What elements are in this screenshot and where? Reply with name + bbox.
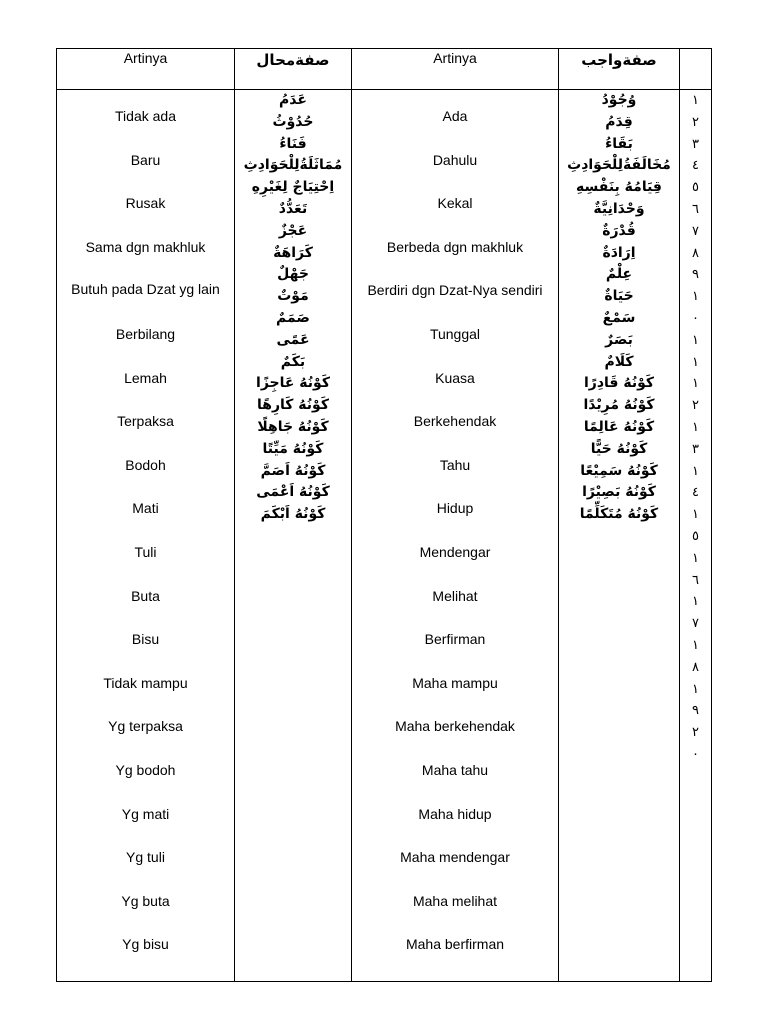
row-number: ٢	[692, 114, 699, 130]
row-number: ١	[692, 420, 699, 435]
meaning-wajib-item: Kekal	[437, 195, 473, 212]
meaning-mustahil-item: Mati	[132, 500, 159, 517]
row-number: ٨	[692, 659, 699, 675]
row-number: ٧	[692, 616, 699, 632]
row-number: ٩	[692, 703, 699, 719]
meaning-mustahil-item: Bisu	[131, 631, 160, 648]
meaning-mustahil-item: Yg bisu	[122, 936, 169, 953]
row-number: ١	[692, 332, 699, 348]
meaning-wajib-item: Mendengar	[419, 544, 491, 560]
meaning-mustahil-item: Tidak mampu	[103, 674, 188, 691]
meaning-wajib-item: Ada	[442, 108, 468, 124]
column-artinya-wajib	[352, 90, 558, 981]
row-number: ٢	[692, 398, 699, 414]
meaning-mustahil-item: Buta	[131, 587, 160, 604]
column-artinya-mustahil	[57, 90, 234, 981]
meaning-mustahil-item: Bodoh	[125, 456, 166, 473]
meaning-mustahil-item: Yg mati	[121, 805, 170, 822]
sifat-mustahil-item: كَرَاهَةٌ	[273, 244, 313, 261]
meaning-mustahil-item: Yg bodoh	[115, 762, 176, 778]
meaning-wajib-item: Dahulu	[432, 151, 478, 168]
meaning-mustahil-item: Terpaksa	[117, 413, 174, 430]
sifat-wajib-item: كَلَامٌ	[604, 353, 634, 370]
row-number: ٣	[692, 441, 699, 457]
sifat-wajib-item: اِرَادَةٌ	[602, 244, 636, 261]
row-number: ١	[692, 463, 699, 479]
meaning-wajib-item: Melihat	[432, 587, 478, 604]
meaning-wajib-item: Maha berfirman	[405, 936, 505, 953]
sifat-wajib-item: سَمْعٌ	[602, 310, 636, 326]
row-number: ٥	[692, 529, 699, 544]
row-number: ٤	[692, 158, 699, 174]
row-number: ١	[692, 550, 699, 566]
meaning-mustahil-item: Tidak ada	[115, 108, 176, 124]
row-number: ١	[692, 354, 699, 370]
meaning-wajib-item: Maha mendengar	[400, 849, 510, 866]
sifat-mustahil-item: كَوْنُهُ اَبْكَمَ	[260, 506, 326, 523]
meaning-wajib-item: Maha tahu	[421, 762, 489, 778]
meaning-mustahil-item: Butuh pada Dzat yg lain	[71, 281, 220, 297]
sifat-wajib-item: كَوْنُهُ بَصِيْرًا	[582, 484, 656, 501]
row-number: ١	[692, 289, 699, 305]
sifat-table	[56, 48, 712, 982]
meaning-mustahil-item: Yg tuli	[126, 849, 165, 866]
meaning-wajib-item: Maha berkehendak	[395, 718, 515, 735]
sifat-mustahil-item: فَنَاءُ	[279, 135, 307, 152]
sifat-wajib-item: وَحْدَانِيَّةٌ	[593, 201, 645, 217]
sifat-wajib-item: بَصَرٌ	[605, 331, 633, 348]
meaning-wajib-item: Berfirman	[424, 631, 486, 648]
meaning-mustahil-item: Tuli	[134, 544, 157, 560]
header-artinya-wajib: Artinya	[433, 50, 477, 66]
row-number: ٦	[692, 202, 699, 217]
sifat-wajib-item: كَوْنُهُ مُرِيْدًا	[583, 397, 655, 414]
meaning-mustahil-item: Yg buta	[121, 892, 170, 909]
row-number: ٧	[692, 223, 699, 239]
sifat-wajib-item: بَقَاءُ	[605, 135, 633, 152]
sifat-mustahil-item: حُدُوْثُ	[272, 113, 314, 130]
meaning-wajib-item: Tahu	[439, 456, 471, 473]
sifat-mustahil-item: كَوْنُهُ اَعْمَى	[256, 484, 330, 501]
sifat-mustahil-item: كَوْنُهُ مَيِّتًا	[262, 440, 324, 457]
sifat-mustahil-item: بَكَمٌ	[280, 353, 306, 370]
meaning-wajib-item: Hidup	[436, 500, 474, 517]
sifat-mustahil-item: عَدَمُ	[279, 92, 307, 108]
row-number: ٦	[692, 572, 699, 588]
row-number: ٥	[692, 180, 699, 196]
meaning-wajib-item: Maha melihat	[412, 892, 498, 909]
sifat-wajib-item: قِيَامُهُ بِنَفْسِهِ	[576, 179, 662, 196]
meaning-wajib-item: Kuasa	[435, 369, 475, 386]
meaning-mustahil-item: Baru	[130, 151, 161, 168]
sifat-mustahil-item: كَوْنُهُ كَارِهًا	[257, 397, 329, 414]
sifat-mustahil-item: كَوْنُهُ جَاهِلًا	[257, 419, 329, 435]
row-number: ٠	[692, 747, 699, 762]
sifat-wajib-item: كَوْنُهُ سَمِيْعًا	[580, 462, 658, 479]
meaning-wajib-item: Maha mampu	[412, 674, 498, 691]
meaning-mustahil-item: Lemah	[124, 369, 167, 386]
sifat-wajib-item: كَوْنُهُ مُتَكَلِّمًا	[579, 506, 659, 523]
sifat-wajib-item: قُدْرَةٌ	[602, 222, 636, 239]
header-artinya-mustahil: Artinya	[123, 50, 168, 66]
column-numbers	[680, 90, 711, 981]
sifat-mustahil-item: تَعَدُّدٌ	[278, 201, 308, 217]
row-number: ٣	[692, 136, 699, 152]
sifat-mustahil-item: كَوْنُهُ عَاجِزًا	[256, 375, 330, 392]
row-number: ١	[692, 638, 699, 653]
row-number: ٩	[692, 267, 699, 283]
row-number: ١	[692, 507, 699, 523]
header-sifat-wajib: صفةواجب	[581, 51, 657, 69]
row-number: ٤	[692, 485, 699, 501]
meaning-wajib-item: Berbeda dgn makhluk	[386, 238, 524, 255]
row-number: ١	[692, 681, 699, 697]
column-sifat-wajib	[559, 90, 679, 981]
meaning-wajib-item: Tunggal	[429, 326, 481, 342]
row-number: ٠	[692, 311, 699, 326]
row-number: ٨	[692, 245, 699, 261]
row-number: ٢	[692, 725, 699, 741]
sifat-wajib-item: وُجُوْدُ	[601, 92, 637, 108]
sifat-mustahil-item: مَوْتٌ	[277, 288, 309, 305]
sifat-mustahil-item: اِحْتِيَاجٌ لِغَيْرِهِ	[251, 179, 335, 196]
sifat-wajib-item: عِلْمٌ	[605, 266, 633, 283]
meaning-mustahil-item: Sama dgn makhluk	[85, 238, 206, 255]
column-sifat-mustahil	[235, 90, 351, 981]
sifat-mustahil-item: عَجْزٌ	[278, 222, 308, 239]
meaning-mustahil-item: Yg terpaksa	[108, 718, 183, 735]
meaning-wajib-item: Berkehendak	[413, 413, 497, 430]
sifat-mustahil-item: جَهْلٌ	[277, 266, 309, 283]
meaning-mustahil-item: Berbilang	[115, 326, 176, 342]
sifat-wajib-item: كَوْنُهُ حَيًّا	[590, 440, 648, 457]
meaning-wajib-item: Berdiri dgn Dzat-Nya sendiri	[367, 282, 543, 299]
meaning-wajib-item: Maha hidup	[418, 805, 492, 822]
header-sifat-mustahil: صفةمحال	[256, 51, 330, 69]
row-number: ١	[692, 93, 699, 108]
sifat-wajib-item: كَوْنُهُ قَادِرًا	[583, 375, 654, 392]
sifat-mustahil-item: كَوْنُهُ اَصَمَّ	[260, 462, 326, 479]
row-number: ١	[692, 376, 699, 392]
sifat-mustahil-item: عَمًى	[276, 331, 310, 348]
row-number: ١	[692, 594, 699, 610]
meaning-mustahil-item: Rusak	[125, 195, 166, 212]
sifat-mustahil-item: صَمَمٌ	[276, 310, 310, 326]
sifat-wajib-item: قِدَمُ	[605, 113, 633, 130]
sifat-wajib-item: مُخَالَفَةُلِلْحَوَادِثِ	[567, 157, 671, 174]
sifat-wajib-item: حَيَاةٌ	[604, 288, 634, 305]
sifat-wajib-item: كَوْنُهُ عَالِمًا	[583, 419, 655, 435]
sifat-mustahil-item: مُمَاثَلَةُلِلْحَوَادِثِ	[243, 157, 343, 174]
